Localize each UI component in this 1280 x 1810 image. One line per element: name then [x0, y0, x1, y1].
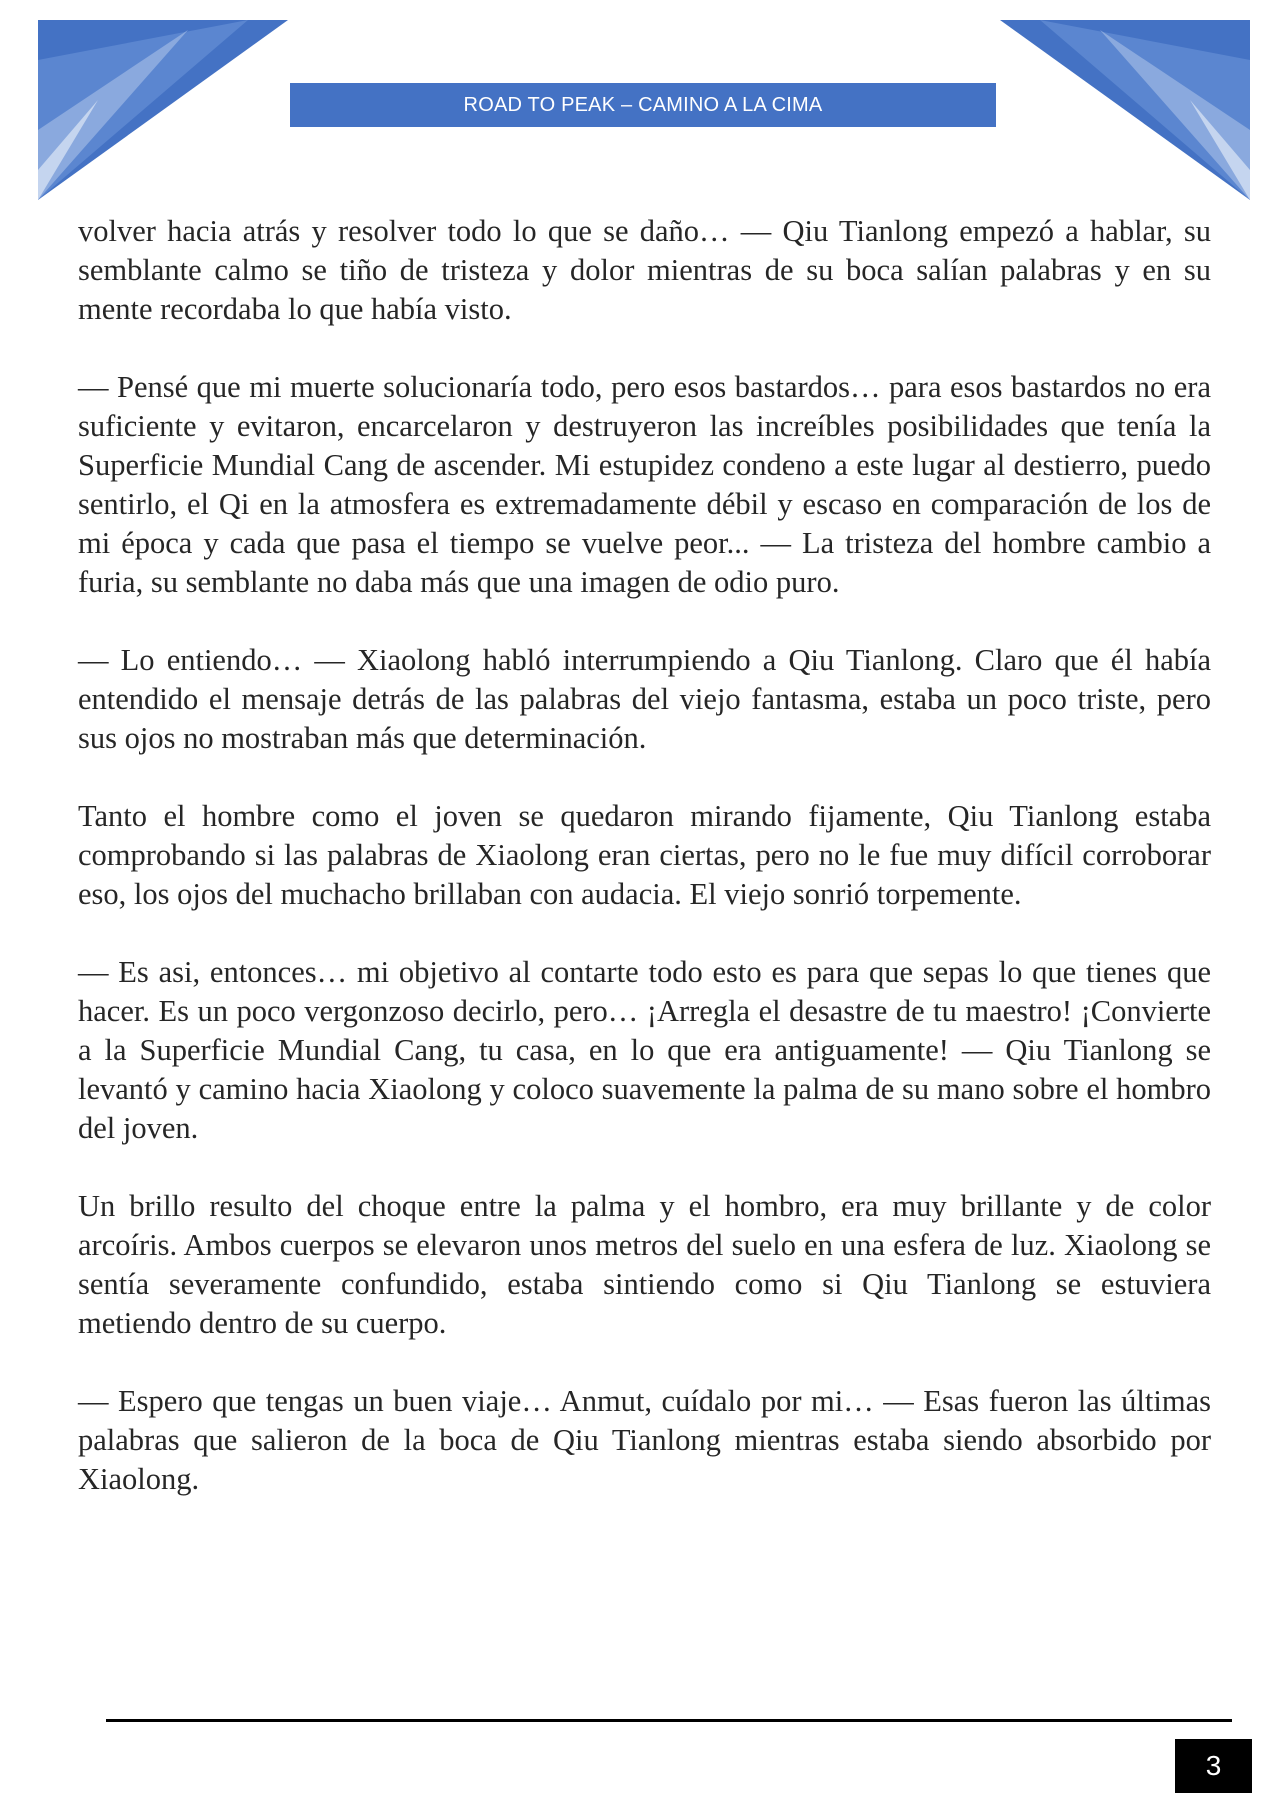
corner-decoration-left [38, 20, 288, 200]
paragraph: — Es asi, entonces… mi objetivo al contarte todo esto es para que sepas lo que tienes que hacer. Es un poco vergonzoso decirlo, pero… ¡Arregla el desastre de tu maestro! ¡Convierte a la Superficie Mundial Cang, tu casa, en lo que era antiguamente! — Qiu Tianlong se levantó y camino hacia Xiaolong y coloco suavemente la palma de su mano sobre el hombro del joven. [78, 955, 1211, 1145]
paragraph: Tanto el hombre como el joven se quedaron mirando fijamente, Qiu Tianlong estaba comprobando si las palabras de Xiaolong eran ciertas, pero no le fue muy difícil corroborar eso, los ojos del muchacho brillaban con audacia. El viejo sonrió torpemente. [78, 799, 1211, 911]
header-banner: ROAD TO PEAK – CAMINO A LA CIMA [290, 83, 996, 127]
corner-decoration-right [1000, 20, 1250, 200]
paragraph: Un brillo resulto del choque entre la palma y el hombro, era muy brillante y de color arcoíris. Ambos cuerpos se elevaron unos metros del suelo en una esfera de luz. Xiaolong se sentía severamente confundido, estaba sintiendo como si Qiu Tianlong se estuviera metiendo dentro de su cuerpo. [78, 1189, 1211, 1340]
body-text [78, 212, 1211, 1538]
paragraph: — Pensé que mi muerte solucionaría todo, pero esos bastardos… para esos bastardos no era suficiente y evitaron, encarcelaron y destruyeron las increíbles posibilidades que tenía la Superficie Mundial Cang de ascender. Mi estupidez condeno a este lugar al destierro, puedo sentirlo, el Qi en la atmosfera es extremadamente débil y escaso en comparación de los de mi época y cada que pasa el tiempo se vuelve peor... — La tristeza del hombre cambio a furia, su semblante no daba más que una imagen de odio puro. [78, 370, 1211, 599]
footer-rule [106, 1719, 1232, 1722]
paragraph: — Espero que tengas un buen viaje… Anmut, cuídalo por mi… — Esas fueron las últimas palabras que salieron de la boca de Qiu Tianlong mientras estaba siendo absorbido por Xiaolong. [78, 1384, 1211, 1496]
page-number: 3 [1175, 1739, 1252, 1793]
paragraph: volver hacia atrás y resolver todo lo que se daño… — Qiu Tianlong empezó a hablar, su semblante calmo se tiño de tristeza y dolor mientras de su boca salían palabras y en su mente recordaba lo que había visto. [78, 214, 1211, 326]
paragraph: — Lo entiendo… — Xiaolong habló interrumpiendo a Qiu Tianlong. Claro que él había entendido el mensaje detrás de las palabras del viejo fantasma, estaba un poco triste, pero sus ojos no mostraban más que determinación. [78, 643, 1211, 755]
